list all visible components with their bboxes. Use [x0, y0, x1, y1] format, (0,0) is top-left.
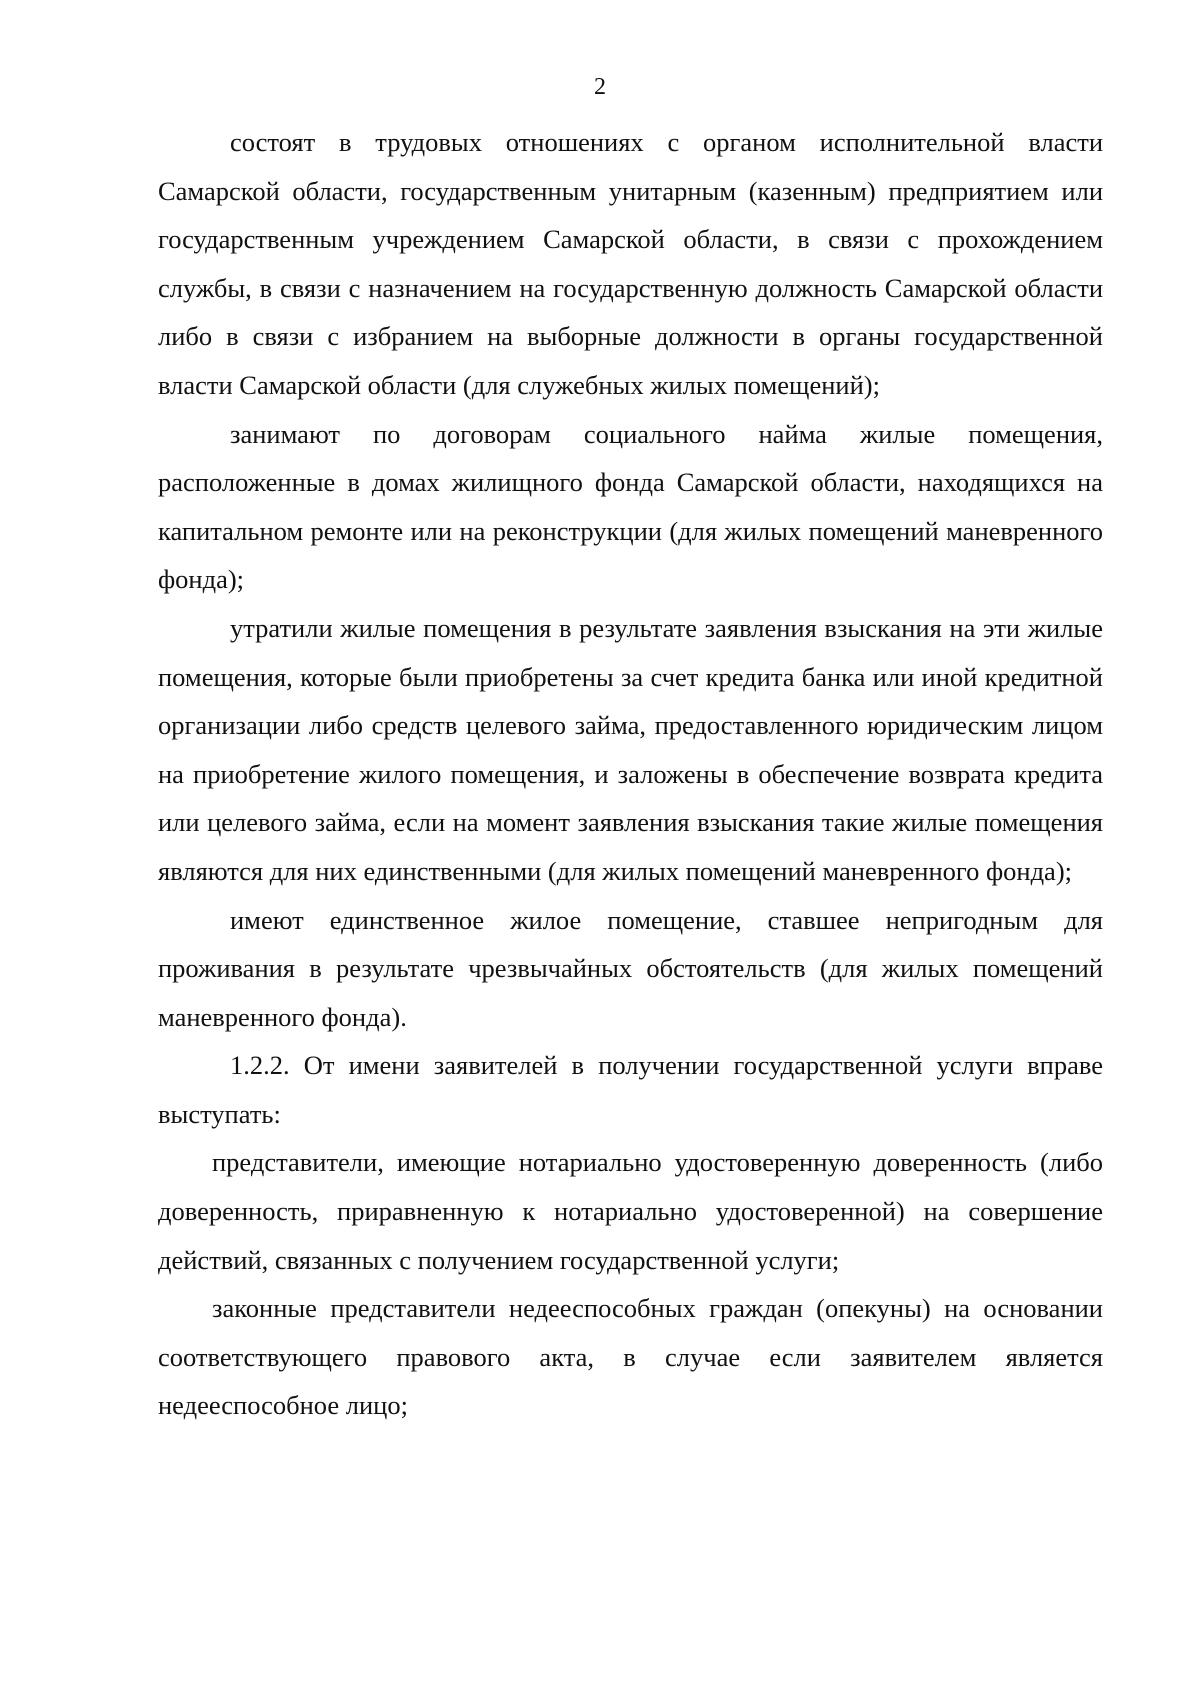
paragraph-3: утратили жилые помещения в результате заявления взыскания на эти жилые помещения, которые были приобретены за счет кредита банка или иной кредитной организации либо средств целевого займа, предоставленного юридическим лицом на приобретение жилого помещения, и заложены в обеспечение возврата кредита или целевого займа, если на момент заявления взыскания такие жилые помещения являются для них единственными (для жилых помещений маневренного фонда); [158, 612, 1103, 886]
page-number: 2 [594, 74, 606, 100]
paragraph-1: состоят в трудовых отношениях с органом исполнительной власти Самарской области, государственным унитарным (казенным) предприятием или государственным учреждением Самарской области, в связи с прохождением службы, в связи с назначением на государственную должность Самарской области либо в связи с избранием на выборные должности в органы государственной власти Самарской области (для служебных жилых помещений); [158, 127, 1103, 400]
paragraph-4: имеют единственное жилое помещение, ставшее непригодным для проживания в результате чрезвычайных обстоятельств (для жилых помещений маневренного фонда). [158, 904, 1103, 1032]
document-body [158, 118, 1103, 1430]
paragraph-7: законные представители недееспособных граждан (опекуны) на основании соответствующего правового акта, в случае если заявителем является недееспособное лицо; [158, 1293, 1103, 1421]
paragraph-6: представители, имеющие нотариально удостоверенную доверенность (либо доверенность, приравненную к нотариально удостоверенной) на совершение действий, связанных с получением государственной услуги; [158, 1147, 1103, 1275]
paragraph-5: 1.2.2. От имени заявителей в получении государственной услуги вправе выступать: [158, 1050, 1103, 1129]
paragraph-2: занимают по договорам социального найма жилые помещения, расположенные в домах жилищного фонда Самарской области, находящихся на капитальном ремонте или на реконструкции (для жилых помещений маневренного фонда); [158, 418, 1103, 595]
